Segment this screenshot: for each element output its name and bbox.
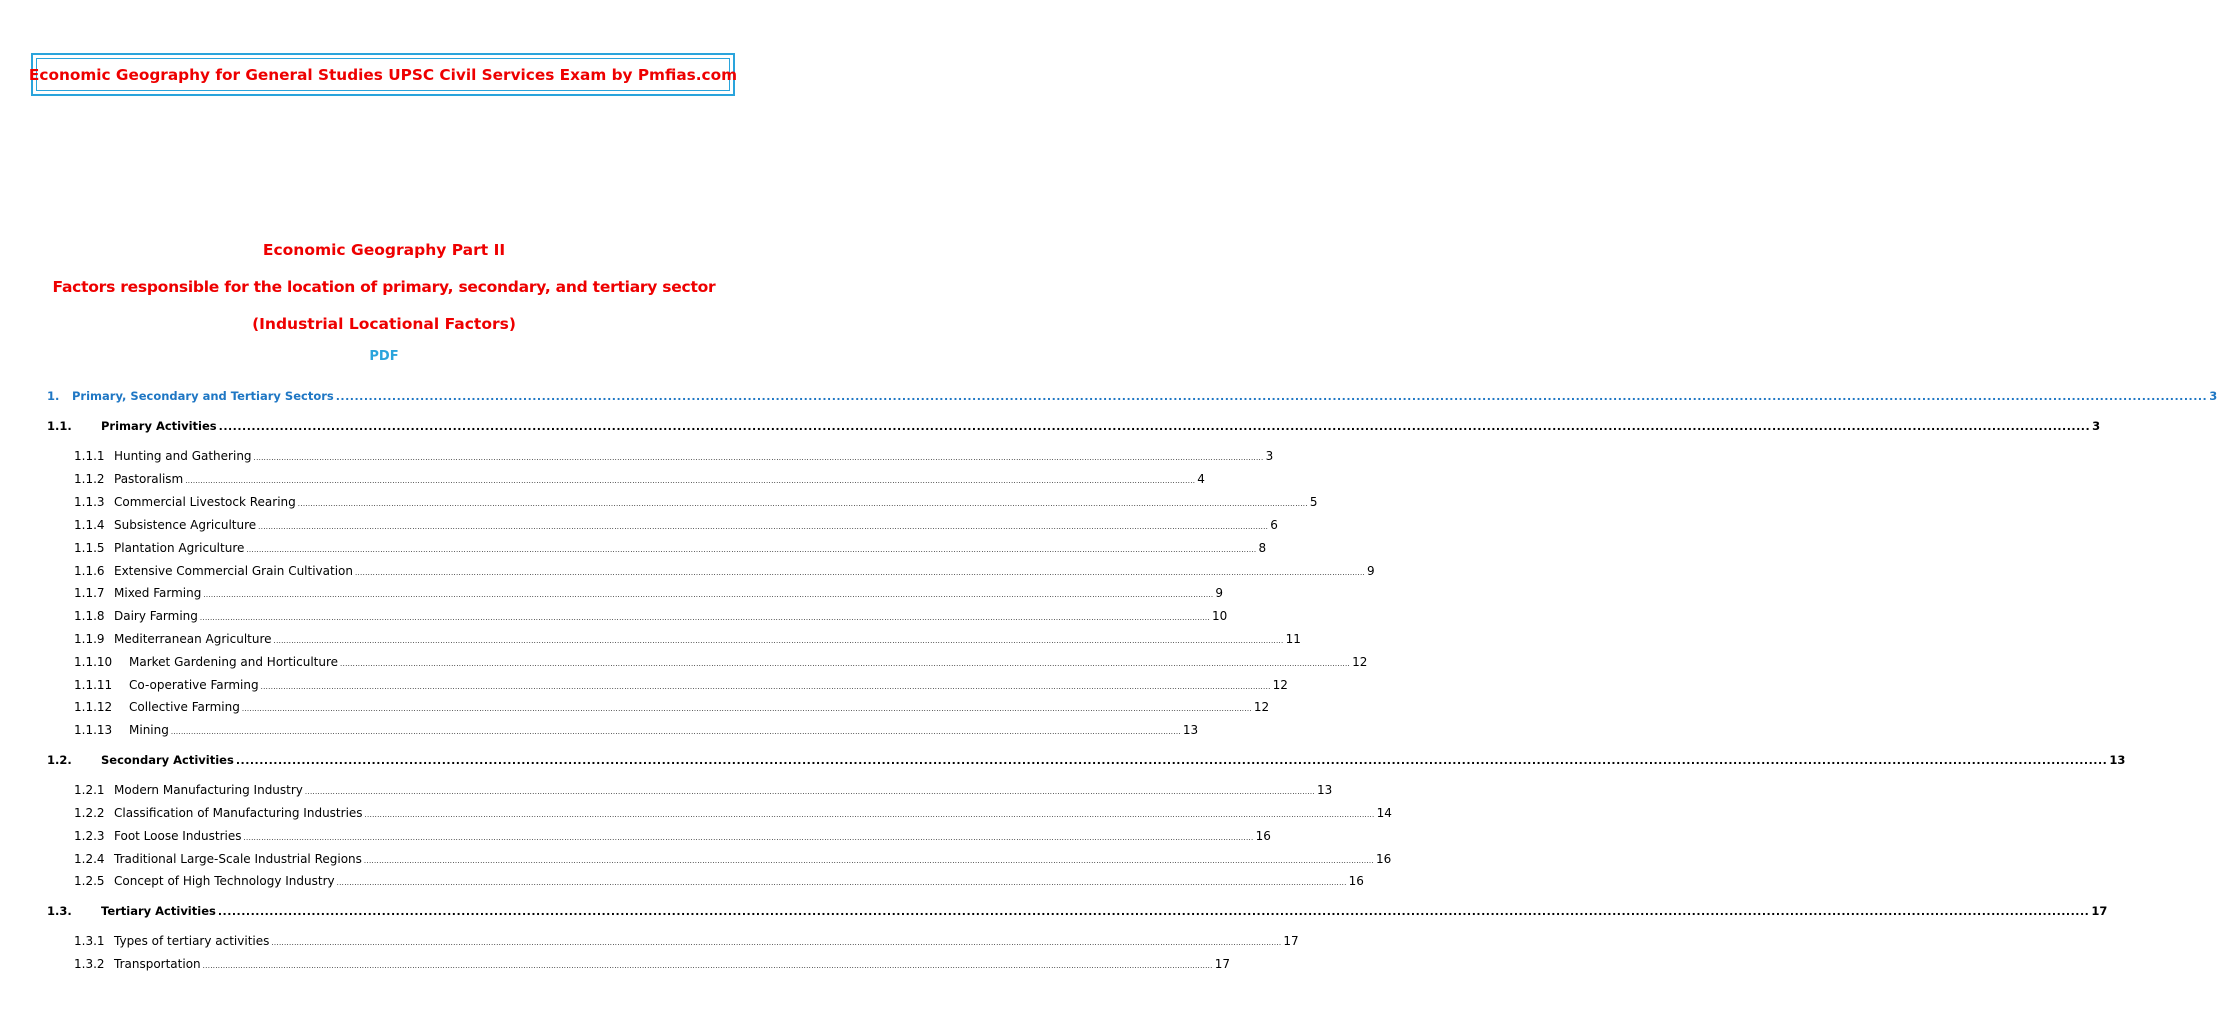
toc-entry-number: 1.2.4 [74, 852, 105, 866]
toc-entry-page-number: 11 [1285, 632, 1301, 646]
toc-dot-leader: ................................................................................................................................................................................................................................................................................................................................................................................................................ [340, 660, 1351, 668]
toc-entry-page-number: 3 [2092, 419, 2101, 433]
toc-dot-leader: ................................................................................................................................................................................................................................................................................................................................................................................................................ [297, 500, 1308, 508]
toc-entry-number: 1.1. [47, 419, 72, 433]
toc-entry-page-number: 13 [1316, 783, 1333, 797]
toc-entry-page-number: 9 [1215, 586, 1224, 600]
toc-entry-page-number: 6 [1270, 518, 1278, 532]
toc-entry[interactable] [74, 957, 1230, 975]
toc-entry-label: Collective Farming [129, 700, 240, 714]
toc-entry-page-number: 12 [1272, 678, 1288, 692]
toc-entry-page-number: 16 [1255, 829, 1271, 843]
toc-entry-label: Dairy Farming [114, 609, 198, 623]
toc-entry-number: 1.1.7 [74, 586, 105, 600]
toc-dot-leader: ................................................................................................................................................................................................................................................................................................................................................................................................................ [241, 705, 1252, 713]
document-subtitle-parenthetical: (Industrial Locational Factors) [252, 315, 516, 333]
toc-dot-leader: ................................................................................................................................................................................................................................................................................................................................................................................................................ [304, 788, 1315, 796]
toc-dot-leader: ................................................................................................................................................................................................................................................................................................................................................................................................................ [258, 523, 1269, 531]
toc-entry-number: 1.1.4 [74, 518, 105, 532]
pdf-label: PDF [369, 349, 399, 364]
toc-entry-label: Concept of High Technology Industry [114, 874, 335, 888]
toc-entry-page-number: 16 [1375, 852, 1392, 866]
toc-entry-number: 1.1.3 [74, 495, 105, 509]
toc-entry[interactable] [74, 852, 1392, 870]
toc-entry-label: Secondary Activities [101, 753, 234, 767]
toc-entry-number: 1.1.6 [74, 564, 105, 578]
toc-entry[interactable] [74, 586, 1224, 604]
toc-entry-label: Pastoralism [114, 472, 184, 486]
toc-entry-number: 1.3. [47, 904, 72, 918]
toc-entry-page-number: 17 [1214, 957, 1230, 971]
toc-entry-page-number: 10 [1211, 609, 1228, 623]
toc-entry[interactable] [74, 829, 1271, 847]
toc-entry[interactable] [74, 609, 1228, 627]
toc-entry-number: 1. [47, 389, 60, 403]
toc-entry-number: 1.1.12 [74, 700, 113, 714]
document-subtitle: Factors responsible for the location of primary, secondary, and tertiary sector [52, 278, 716, 296]
toc-entry-label: Commercial Livestock Rearing [114, 495, 296, 509]
toc-entry[interactable] [47, 904, 2108, 922]
toc-entry-page-number: 5 [1309, 495, 1318, 509]
toc-entry-number: 1.2.5 [74, 874, 105, 888]
toc-entry-page-number: 4 [1197, 472, 1205, 486]
toc-entry[interactable] [74, 678, 1288, 696]
toc-entry[interactable] [74, 934, 1299, 952]
toc-entry[interactable] [74, 541, 1267, 559]
toc-dot-leader: ................................................................................................................................................................................................................................................................................................................................................................................................................ [364, 811, 1375, 819]
toc-entry-number: 1.1.8 [74, 609, 105, 623]
toc-entry-label: Transportation [114, 957, 201, 971]
toc-entry-page-number: 14 [1376, 806, 1392, 820]
toc-entry[interactable] [74, 806, 1392, 824]
toc-entry[interactable] [74, 723, 1199, 741]
toc-entry[interactable] [74, 783, 1333, 801]
toc-dot-leader: ................................................................................................................................................................................................................................................................................................................................................................................................................ [202, 962, 1213, 970]
toc-entry-label: Types of tertiary activities [114, 934, 270, 948]
toc-entry-number: 1.1.11 [74, 678, 113, 692]
toc-entry-label: Foot Loose Industries [114, 829, 242, 843]
toc-entry-label: Mixed Farming [114, 586, 202, 600]
toc-entry-label: Classification of Manufacturing Industries [114, 806, 363, 820]
toc-dot-leader: ................................................................................................................................................................................................................................................................................................................................................................................................................ [246, 546, 1257, 554]
toc-entry-number: 1.2. [47, 753, 72, 767]
toc-entry-page-number: 13 [1182, 723, 1199, 737]
toc-dot-leader: ................................................................................................................................................................................................................................................................................................................................................................................................................ [217, 905, 2090, 918]
toc-entry-number: 1.2.1 [74, 783, 105, 797]
toc-entry[interactable] [74, 449, 1274, 467]
toc-entry-page-number: 17 [1283, 934, 1299, 948]
toc-entry-label: Mediterranean Agriculture [114, 632, 272, 646]
toc-entry[interactable] [74, 632, 1301, 650]
toc-entry-number: 1.3.2 [74, 957, 105, 971]
toc-entry[interactable] [47, 389, 2217, 407]
toc-entry-page-number: 16 [1348, 874, 1364, 888]
toc-entry-number: 1.1.1 [74, 449, 105, 463]
toc-entry-number: 1.1.5 [74, 541, 105, 555]
toc-entry-page-number: 13 [2109, 753, 2126, 767]
toc-entry-number: 1.1.10 [74, 655, 113, 669]
toc-entry-label: Market Gardening and Horticulture [129, 655, 339, 669]
toc-entry-page-number: 17 [2091, 904, 2108, 918]
toc-entry-page-number: 8 [1258, 541, 1267, 555]
toc-entry-label: Primary, Secondary and Tertiary Sectors [72, 389, 334, 403]
toc-entry-label: Hunting and Gathering [114, 449, 252, 463]
toc-entry[interactable] [74, 655, 1368, 673]
toc-entry-label: Modern Manufacturing Industry [114, 783, 303, 797]
toc-entry[interactable] [74, 472, 1205, 490]
toc-entry-page-number: 12 [1253, 700, 1270, 714]
toc-entry-label: Extensive Commercial Grain Cultivation [114, 564, 353, 578]
toc-entry-number: 1.2.2 [74, 806, 105, 820]
document-title: Economic Geography Part II [262, 241, 506, 259]
toc-dot-leader: ................................................................................................................................................................................................................................................................................................................................................................................................................ [218, 420, 2091, 433]
toc-entry[interactable] [74, 495, 1318, 513]
toc-entry[interactable] [47, 753, 2126, 771]
toc-dot-leader: ................................................................................................................................................................................................................................................................................................................................................................................................................ [260, 683, 1271, 691]
toc-dot-leader: ................................................................................................................................................................................................................................................................................................................................................................................................................ [199, 614, 1210, 622]
toc-entry-number: 1.1.13 [74, 723, 113, 737]
toc-dot-leader: ................................................................................................................................................................................................................................................................................................................................................................................................................ [271, 939, 1282, 947]
toc-dot-leader: ................................................................................................................................................................................................................................................................................................................................................................................................................ [336, 879, 1347, 887]
toc-entry-page-number: 3 [1265, 449, 1274, 463]
toc-dot-leader: ................................................................................................................................................................................................................................................................................................................................................................................................................ [355, 569, 1366, 577]
toc-dot-leader: ................................................................................................................................................................................................................................................................................................................................................................................................................ [335, 390, 2208, 403]
toc-entry[interactable] [74, 700, 1270, 718]
banner-text: Economic Geography for General Studies UPSC Civil Services Exam by Pmfias.com [28, 65, 738, 84]
toc-entry[interactable] [74, 564, 1375, 582]
toc-entry[interactable] [74, 874, 1364, 892]
toc-entry-label: Tertiary Activities [101, 904, 216, 918]
toc-entry-number: 1.3.1 [74, 934, 105, 948]
toc-entry-number: 1.1.9 [74, 632, 105, 646]
toc-entry-label: Subsistence Agriculture [114, 518, 257, 532]
toc-entry[interactable] [47, 419, 2101, 437]
toc-entry-page-number: 12 [1352, 655, 1368, 669]
toc-entry-label: Mining [129, 723, 169, 737]
toc-entry-page-number: 9 [1367, 564, 1375, 578]
toc-entry-number: 1.1.2 [74, 472, 105, 486]
toc-dot-leader: ................................................................................................................................................................................................................................................................................................................................................................................................................ [273, 637, 1284, 645]
toc-entry-page-number: 3 [2209, 389, 2217, 403]
toc-entry-label: Primary Activities [101, 419, 217, 433]
toc-entry-number: 1.2.3 [74, 829, 105, 843]
toc-entry-label: Traditional Large-Scale Industrial Regions [114, 852, 362, 866]
toc-dot-leader: ................................................................................................................................................................................................................................................................................................................................................................................................................ [253, 454, 1264, 462]
toc-entry[interactable] [74, 518, 1278, 536]
toc-dot-leader: ................................................................................................................................................................................................................................................................................................................................................................................................................ [243, 834, 1254, 842]
toc-dot-leader: ................................................................................................................................................................................................................................................................................................................................................................................................................ [170, 728, 1181, 736]
toc-dot-leader: ................................................................................................................................................................................................................................................................................................................................................................................................................ [235, 754, 2108, 767]
toc-entry-label: Plantation Agriculture [114, 541, 245, 555]
toc-dot-leader: ................................................................................................................................................................................................................................................................................................................................................................................................................ [185, 477, 1196, 485]
toc-dot-leader: ................................................................................................................................................................................................................................................................................................................................................................................................................ [363, 857, 1374, 865]
toc-entry-label: Co-operative Farming [129, 678, 259, 692]
toc-dot-leader: ................................................................................................................................................................................................................................................................................................................................................................................................................ [203, 591, 1214, 599]
